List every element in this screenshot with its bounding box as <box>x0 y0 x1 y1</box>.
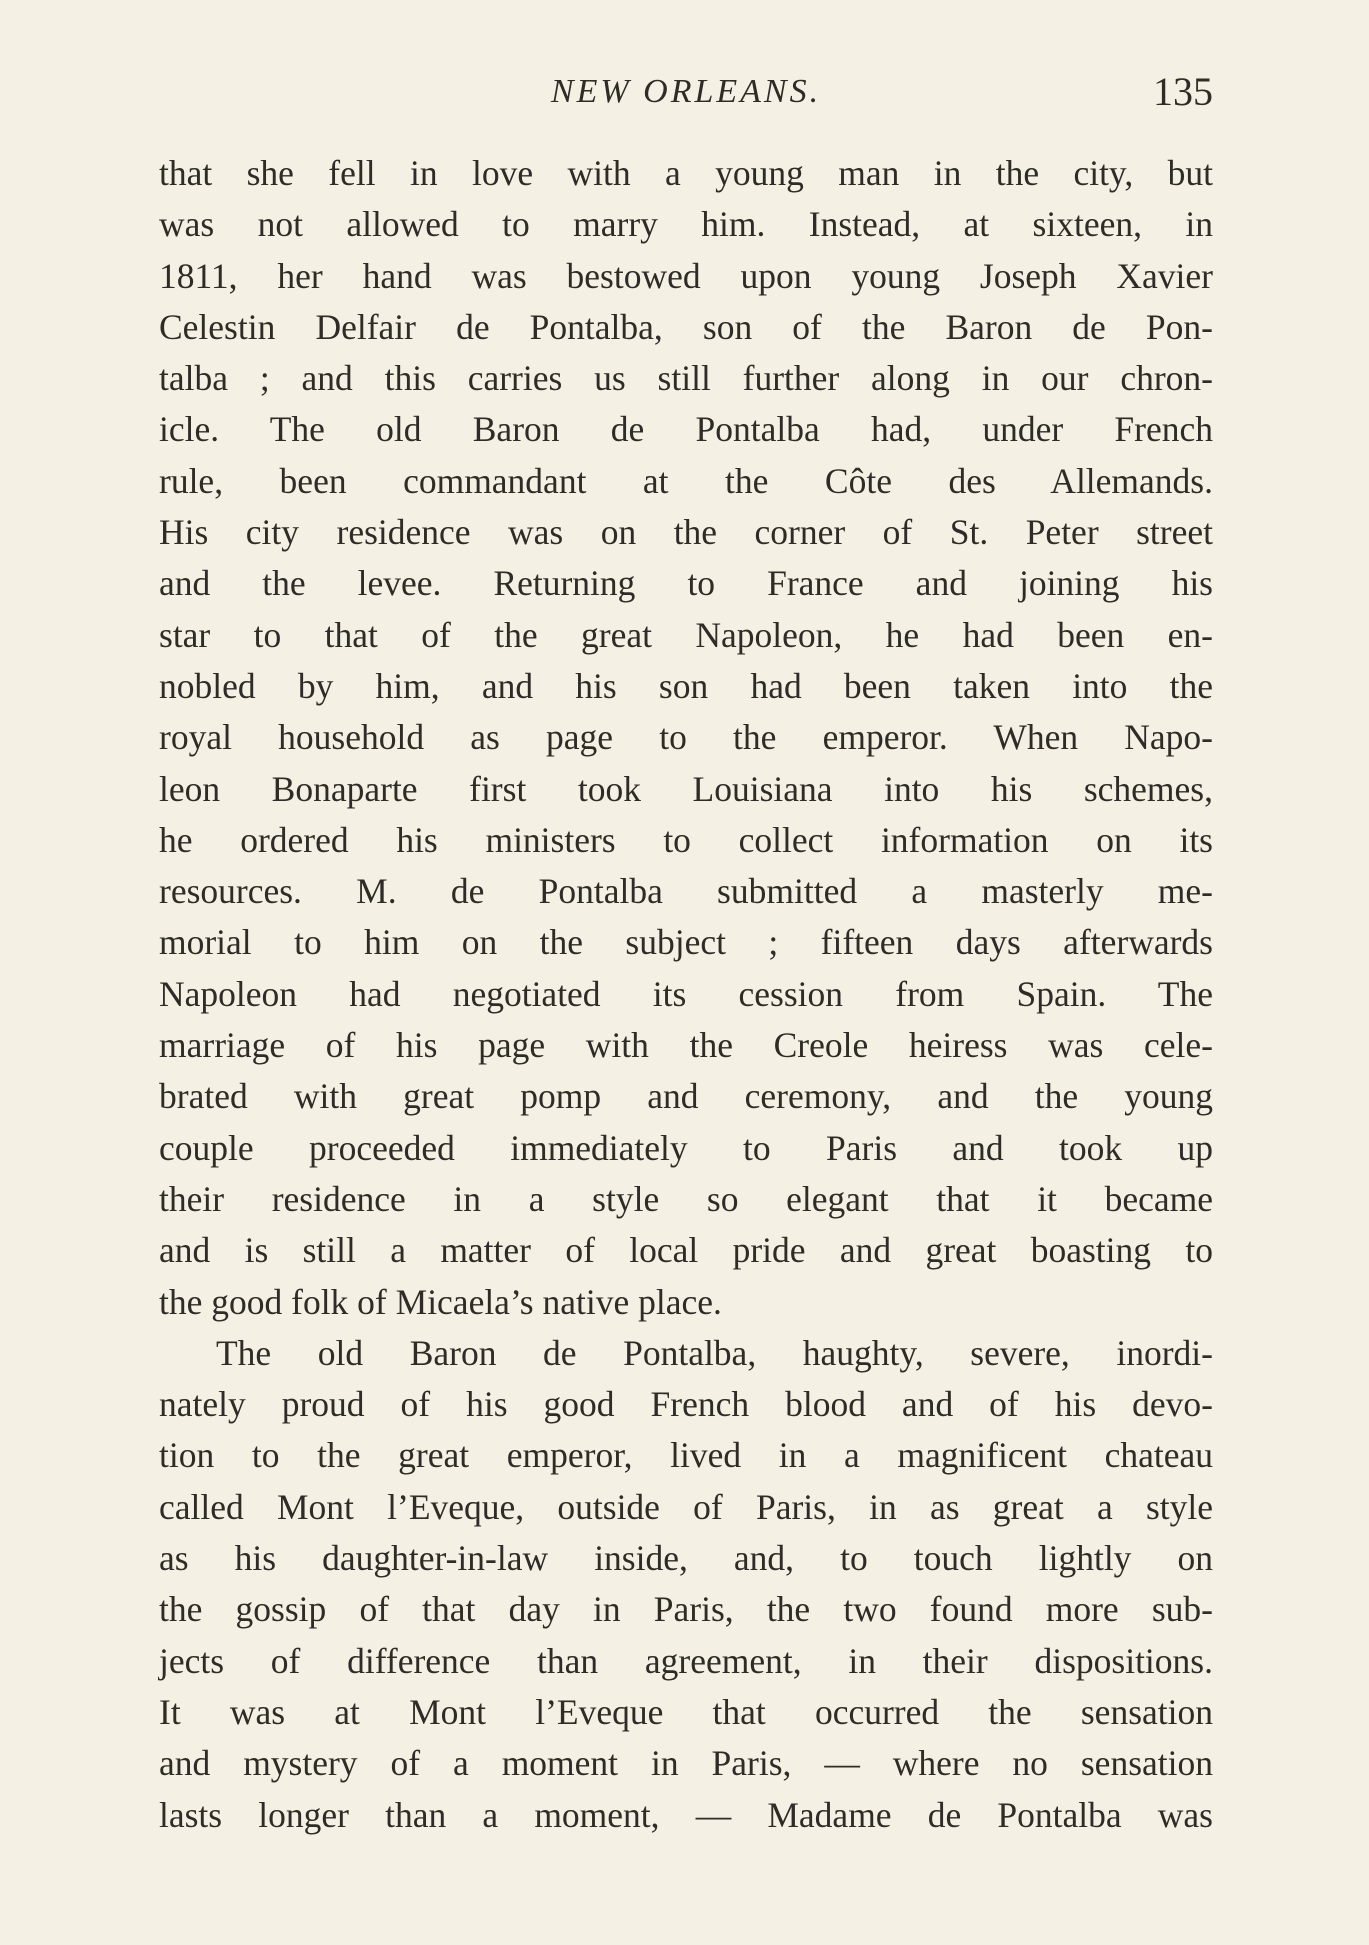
text-line: morial to him on the subject ; fifteen days afterwards <box>159 922 1213 963</box>
text-line: nobled by him, and his son had been taken into the <box>159 665 1213 706</box>
text-line: as his daughter-in-law inside, and, to touch lightly on <box>159 1538 1213 1579</box>
text-line: and mystery of a moment in Paris, — where no sensation <box>159 1743 1213 1784</box>
text-line: Napoleon had negotiated its cession from Spain. The <box>159 973 1213 1014</box>
text-line: royal household as page to the emperor. When Napo- <box>159 717 1213 758</box>
text-line: he ordered his ministers to collect information on its <box>159 819 1213 860</box>
paragraph-last-line: the good folk of Micaela’s native place. <box>159 1281 722 1322</box>
text-line: and the levee. Returning to France and joining his <box>159 563 1213 604</box>
text-line: It was at Mont l’Eveque that occurred the sensation <box>159 1691 1213 1732</box>
text-line: leon Bonaparte first took Louisiana into his schemes, <box>159 768 1213 809</box>
text-line: nately proud of his good French blood and of his devo- <box>159 1384 1213 1425</box>
text-line: icle. The old Baron de Pontalba had, under French <box>159 409 1213 450</box>
text-line: brated with great pomp and ceremony, and the young <box>159 1076 1213 1117</box>
paragraph-first-line: The old Baron de Pontalba, haughty, severe, inordi- <box>216 1332 1213 1373</box>
text-line: called Mont l’Eveque, outside of Paris, in as great a style <box>159 1486 1213 1527</box>
text-line: resources. M. de Pontalba submitted a masterly me- <box>159 871 1213 912</box>
text-line: His city residence was on the corner of St. Peter street <box>159 512 1213 553</box>
text-line: tion to the great emperor, lived in a magnificent chateau <box>159 1435 1213 1476</box>
text-line: marriage of his page with the Creole heiress was cele- <box>159 1025 1213 1066</box>
text-line: Celestin Delfair de Pontalba, son of the Baron de Pon- <box>159 306 1213 347</box>
running-head <box>159 62 1213 122</box>
text-line: their residence in a style so elegant that it became <box>159 1178 1213 1219</box>
text-line: was not allowed to marry him. Instead, at sixteen, in <box>159 204 1213 245</box>
text-line: and is still a matter of local pride and great boasting to <box>159 1230 1213 1271</box>
page-number: 135 <box>1153 69 1213 114</box>
text-line: 1811, her hand was bestowed upon young Joseph Xavier <box>159 255 1213 296</box>
text-line: the gossip of that day in Paris, the two found more sub- <box>159 1589 1213 1630</box>
text-line: star to that of the great Napoleon, he had been en- <box>159 614 1213 655</box>
text-line: jects of difference than agreement, in their dispositions. <box>159 1640 1213 1681</box>
text-line: lasts longer than a moment, — Madame de Pontalba was <box>159 1794 1213 1835</box>
text-line: couple proceeded immediately to Paris and took up <box>159 1127 1213 1168</box>
text-line: talba ; and this carries us still further along in our chron- <box>159 358 1213 399</box>
text-line: that she fell in love with a young man in the city, but <box>159 153 1213 193</box>
body-text <box>159 148 1213 1841</box>
running-title: NEW ORLEANS. <box>550 73 822 110</box>
text-line: rule, been commandant at the Côte des Allemands. <box>159 460 1213 501</box>
